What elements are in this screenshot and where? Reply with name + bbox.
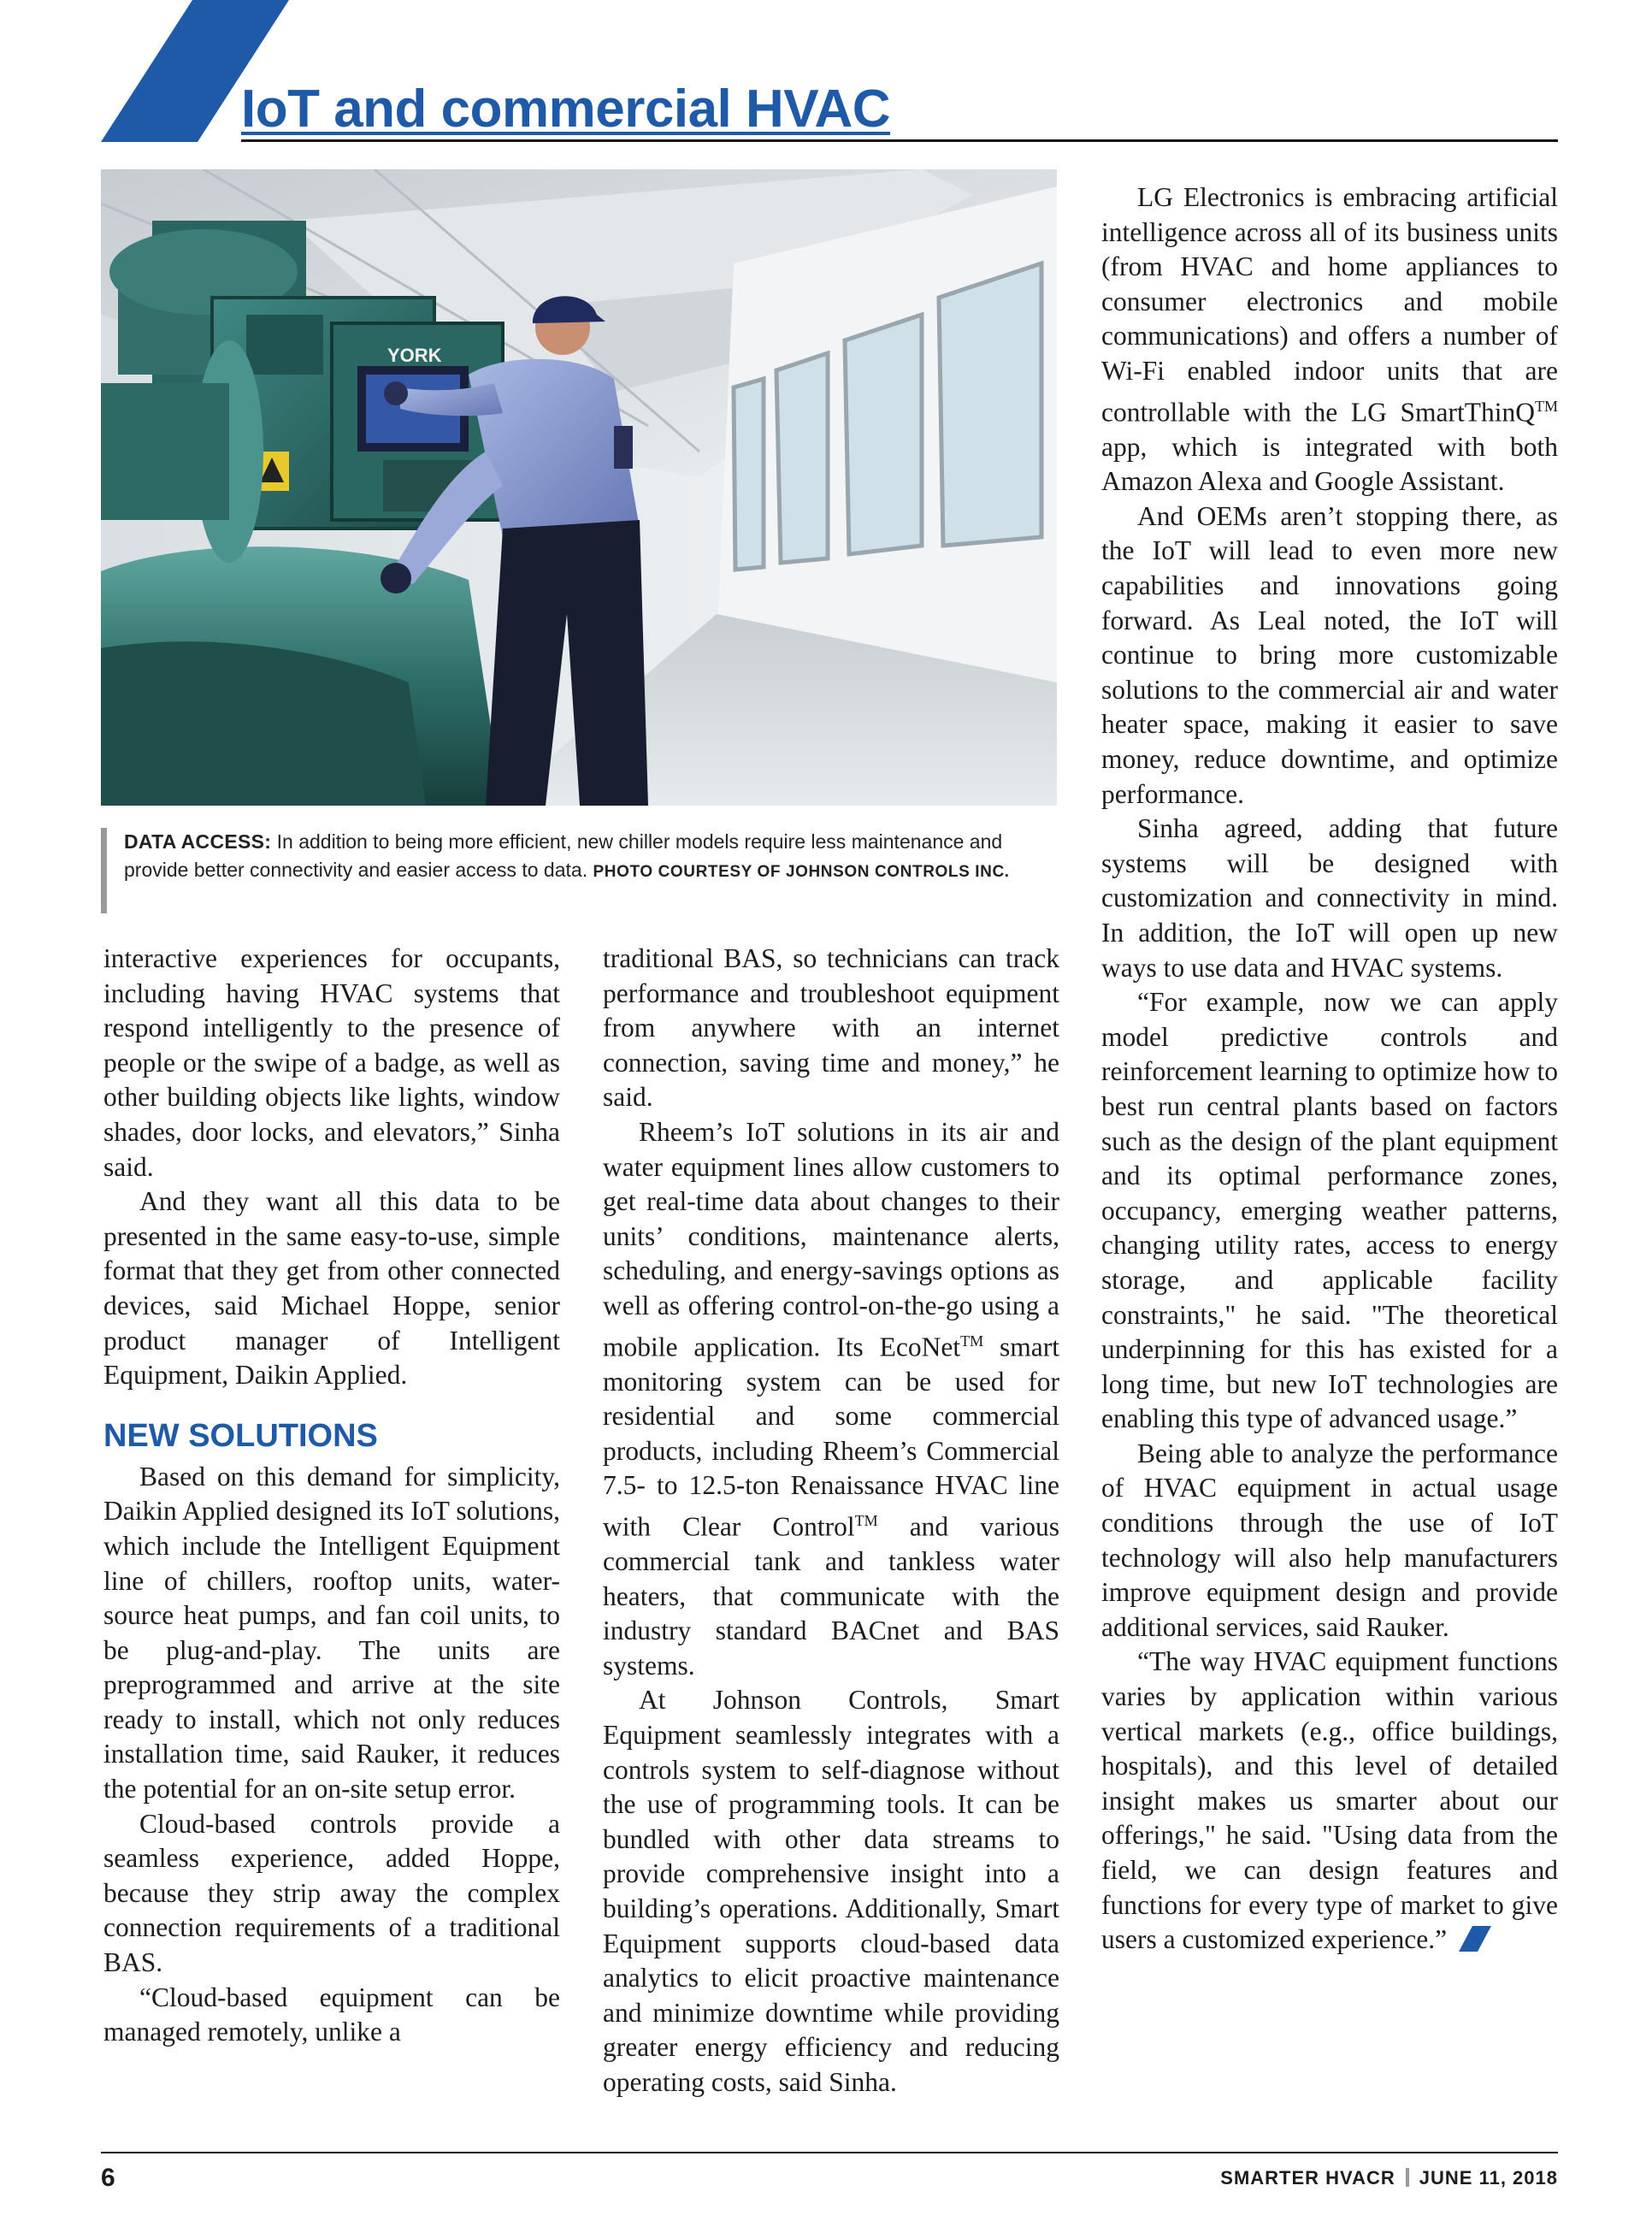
paragraph: At Johnson Controls, Smart Equipment seamlessly integrates with a controls system to self-diagnose without the use of programming tools. It can be bundled with other data streams to provide comprehensive insight into a building’s operations. Additionally, Smart Equipment supports cloud-based data analytics to elicit proactive maintenance and minimize downtime while providing greater energy efficiency and reducing operating costs, said Sinha. (603, 1685, 1059, 2097)
page-title: IoT and commercial HVAC (241, 80, 891, 139)
paragraph (1101, 180, 1558, 499)
trademark-mark: TM (960, 1332, 984, 1350)
paragraph-text: Rheem’s IoT solutions in its air and water equipment lines allow customers to get real-time data about changes to their units’ conditions, maintenance alerts, scheduling, and energy-savings options as well as offering control-on-the-go using a mobile application. Its EcoNet (603, 1116, 1059, 1362)
trademark-mark: TM (854, 1512, 878, 1529)
paragraph: interactive experiences for occupants, including having HVAC systems that respond intelligently to the presence of people or the swipe of a badge, as well as other building objects like lights, window shades, door locks, and elevators,” Sinha said. (103, 943, 560, 1182)
paragraph-text: and various commercial tank and tankless water heaters, that communicate with the industry standard BACnet and BAS systems. (603, 1511, 1059, 1681)
footer-rule (101, 2152, 1558, 2153)
paragraph: traditional BAS, so technicians can track performance and troubleshoot equipment from anywhere with an internet connection, saving time and money,” he said. (603, 943, 1059, 1113)
paragraph-text: “The way HVAC equipment functions varies by application within various vertical markets (e.g., office buildings, hospitals), and this level of detailed insight makes us smarter about our offerings," he said. "Using data from the field, we can design features and functions for every type of market to give users a customized experience.” (1101, 1646, 1558, 1955)
article-column-3 (1101, 180, 1558, 1958)
issue-date: JUNE 11, 2018 (1419, 2167, 1558, 2189)
page-number: 6 (101, 2164, 115, 2192)
photo-credit: PHOTO COURTESY OF JOHNSON CONTROLS INC. (593, 863, 1010, 881)
publication-name: SMARTER HVACR (1220, 2167, 1395, 2189)
section-subhead: NEW SOLUTIONS (103, 1417, 378, 1454)
paragraph (1101, 1645, 1558, 1957)
paragraph: “Cloud-based equipment can be managed remotely, unlike a (103, 1982, 560, 2047)
caption-lead: DATA ACCESS: (124, 830, 272, 853)
trademark-mark: TM (1535, 397, 1558, 415)
paragraph (603, 1115, 1059, 1684)
paragraph: Based on this demand for simplicity, Daikin Applied designed its IoT solutions, which include the Intelligent Equipment line of chillers, rooftop units, water-source heat pumps, and fan coil units, to be plug-and-play. The units are preprogrammed and arrive at the site ready to install, which not only reduces installation time, said Rauker, it reduces the potential for an on-site setup error. (103, 1461, 560, 1805)
paragraph: And they want all this data to be presented in the same easy-to-use, simple format that they get from other connected devices, said Michael Hoppe, senior product manager of Intelligent Equipment, Daikin Applied. (103, 1186, 560, 1391)
article-column-2 (603, 942, 1059, 2100)
paragraph-text: smart monitoring system can be used for residential and some commercial products, including Rheem’s Commercial 7.5- to 12.5-ton Renaissance HVAC line with Clear Control (603, 1332, 1059, 1542)
paragraph: Cloud-based controls provide a seamless experience, added Hoppe, because they strip away the complex connection requirements of a traditional BAS. (103, 1808, 560, 1978)
paragraph-text: app, which is integrated with both Amazon Alexa and Google Assistant. (1101, 431, 1558, 497)
article-column-1 (103, 942, 560, 2050)
paragraph: And OEMs aren’t stopping there, as the IoT will lead to even more new capabilities and innovations going forward. As Leal noted, the IoT will continue to bring more customizable solutions to the commercial air and water heater space, making it easier to save money, reduce downtime, and optimize performance. (1101, 500, 1558, 809)
chiller-technician-photo (101, 169, 1057, 806)
york-logo-text: YORK (387, 345, 442, 366)
end-of-article-mark (1459, 1926, 1491, 1952)
caption-text: In addition to being more efficient, new chiller models require less maintenance and provide better connectivity and easier access to data. (124, 830, 1003, 881)
paragraph: “For example, now we can apply model predictive controls and reinforcement learning to optimize how to best run central plants based on factors such as the design of the plant equipment and its optimal performance zones, occupancy, emerging weather patterns, changing utility rates, access to energy storage, and applicable facility constraints," he said. "The theoretical underpinning for this has existed for a long time, but new IoT technologies are enabling this type of advanced usage.” (1101, 987, 1558, 1434)
header-rule (241, 139, 1558, 142)
paragraph: Sinha agreed, adding that future systems will be designed with customization and connectivity in mind. In addition, the IoT will open up new ways to use data and HVAC systems. (1101, 813, 1558, 983)
running-footer (1220, 2167, 1558, 2189)
photo-caption (101, 828, 1057, 913)
paragraph-text: LG Electronics is embracing artificial intelligence across all of its business units (from HVAC and home appliances to consumer electronics and mobile communications) and offers a number of Wi-Fi enabled indoor units that are controllable with the LG SmartThinQ (1101, 182, 1558, 428)
footer-separator (1406, 2168, 1409, 2187)
paragraph: Being able to analyze the performance of HVAC equipment in actual usage conditions through the use of IoT technology will also help manufacturers improve equipment design and provide additional services, said Rauker. (1101, 1438, 1558, 1642)
